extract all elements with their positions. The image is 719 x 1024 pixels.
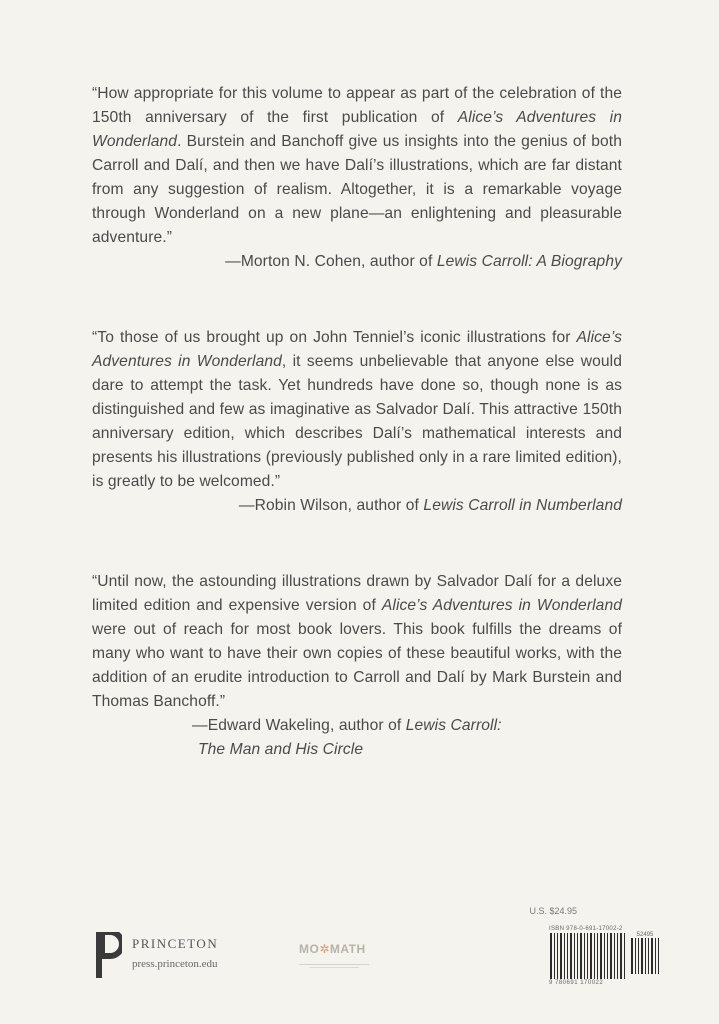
attribution-author: —Edward Wakeling, author of	[192, 717, 406, 734]
barcode-bar	[607, 933, 608, 979]
quote-attribution	[92, 250, 622, 274]
quote-text-run: , it seems unbelievable that anyone else would dare to attempt the task. Yet hundreds have done so, though none is as distinguished and few as imaginative as Salvador Dalí. This attractive 150th anniversary edition, which describes Dalí’s mathematical interests and presents his illustrations (previously published only in a rare limited edition), is greatly to be welcomed.”	[92, 353, 622, 490]
barcode-bar	[550, 933, 552, 979]
barcode-bar	[604, 933, 605, 979]
barcode-addon-bars	[630, 938, 660, 974]
barcode-bar	[594, 933, 595, 979]
barcode-bar	[614, 933, 615, 979]
attribution-work: Lewis Carroll in Numberland	[423, 497, 622, 514]
quote-text-run: “Until now, the astounding illustrations drawn by Salvador Dalí for a deluxe limited edition and expensive version of	[92, 573, 622, 614]
princeton-p-icon	[96, 932, 122, 978]
barcode-bar	[554, 933, 555, 979]
attribution-work-line2: The Man and His Circle	[198, 741, 364, 758]
price-label: U.S. $24.95	[529, 906, 577, 916]
publisher-name: PRINCETON	[132, 936, 219, 951]
barcode-bar	[638, 938, 639, 974]
quote-text-run: “To those of us brought up on John Tenniel’s iconic illustrations for	[92, 329, 577, 346]
barcode-bar	[635, 938, 636, 974]
quote-text	[92, 326, 622, 494]
barcode-bar	[658, 938, 659, 974]
princeton-logo	[96, 932, 218, 978]
barcode-digits: 9 780691 170022	[549, 980, 604, 986]
quote-text-run: . Burstein and Banchoff give us insights into the genius of both Carroll and Dalí, and then we have Dalí’s illustrations, which are far distant from any suggestion of realism. Altogether, it is a remarkable voyage through Wonderland on a new plane—an enlightening and pleasurable adventure.”	[92, 133, 622, 246]
quote-text-run: were out of reach for most book lovers. This book fulfills the dreams of many who want to have their own copies of these beautiful works, with the addition of an erudite introduction to Carroll and Dalí by Mark Burstein and Thomas Banchoff.”	[92, 621, 622, 710]
barcode-bar	[655, 938, 656, 974]
momath-name-left: MO	[299, 942, 320, 956]
back-cover-footer	[96, 926, 654, 992]
barcode-bar	[620, 933, 622, 979]
star-dots-icon: ✲	[319, 942, 330, 956]
isbn-text: ISBN 978-0-691-17002-2	[549, 926, 623, 932]
endorsements	[92, 82, 622, 762]
barcode-bar	[587, 933, 588, 979]
barcode-bar	[557, 933, 558, 979]
quote-block	[92, 570, 622, 762]
barcode-addon-number: 52495	[636, 932, 654, 938]
barcode-bar	[564, 933, 565, 979]
barcode-bar	[651, 938, 653, 974]
barcode-bar	[560, 933, 562, 979]
barcode-bar	[577, 933, 578, 979]
momath-name-right: MATH	[329, 942, 366, 956]
quote-title-italic: Alice’s Adventures in Wonderland	[92, 109, 623, 150]
attribution-author: —Robin Wilson, author of	[238, 497, 424, 514]
barcode-bar	[624, 933, 625, 979]
barcode-bar	[610, 933, 612, 979]
attribution-author: —Morton N. Cohen, author of	[225, 253, 437, 270]
barcode-bar	[574, 933, 575, 979]
barcode-bar	[641, 938, 643, 974]
quote-attribution	[92, 494, 622, 518]
quote-block	[92, 82, 622, 274]
barcode-bars	[549, 933, 627, 979]
barcode-bar	[631, 938, 633, 974]
barcode-bar	[590, 933, 592, 979]
quote-title-italic: Alice’s Adventures in Wonderland	[92, 329, 622, 370]
publisher-url: press.princeton.edu	[132, 958, 218, 970]
momath-logo	[299, 942, 369, 974]
barcode-bar	[648, 938, 649, 974]
barcode-bar	[645, 938, 646, 974]
quote-attribution	[92, 714, 622, 762]
quote-text	[92, 82, 622, 250]
momath-tagline-mark	[299, 963, 369, 969]
barcode-bar	[600, 933, 602, 979]
barcode-bar	[597, 933, 598, 979]
barcode-bar	[584, 933, 585, 979]
attribution-work: Lewis Carroll:	[405, 717, 502, 734]
isbn-barcode	[549, 926, 661, 986]
quote-block	[92, 326, 622, 518]
barcode-bar	[617, 933, 618, 979]
quote-text-run: “How appropriate for this volume to appear as part of the celebration of the 150th anniversary of the first publication of	[92, 85, 622, 126]
quote-title-italic: Alice’s Adventures in Wonderland	[381, 597, 622, 614]
quote-text	[92, 570, 622, 714]
attribution-work: Lewis Carroll: A Biography	[436, 253, 622, 270]
barcode-bar	[570, 933, 572, 979]
barcode-bar	[567, 933, 568, 979]
barcode-bar	[580, 933, 582, 979]
